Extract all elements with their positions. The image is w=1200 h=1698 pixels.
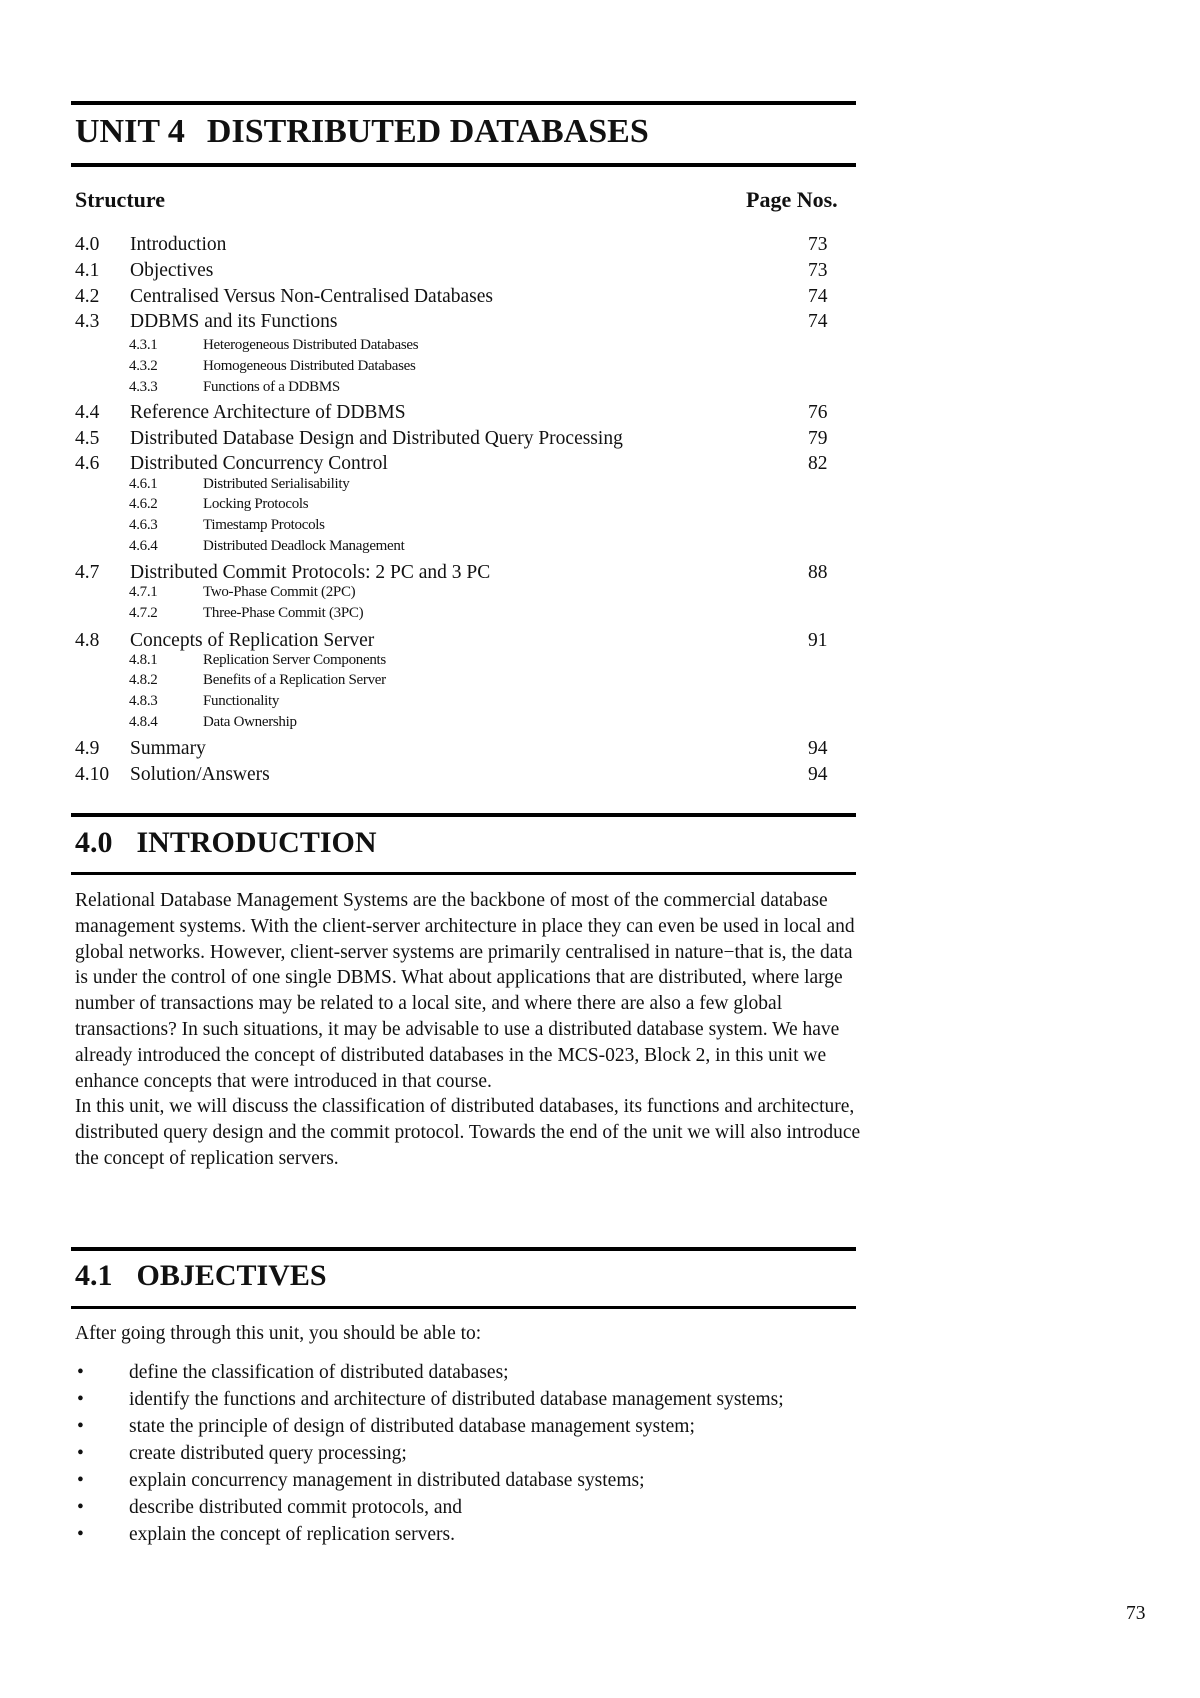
toc-entry-title: Distributed Database Design and Distributed Query Processing xyxy=(130,428,623,449)
bullet-icon: • xyxy=(77,1362,84,1383)
toc-entry-number: 4.7.1 xyxy=(129,584,158,600)
paragraph: In this unit, we will discuss the classification of distributed databases, its functions and architecture, distributed query design and the commit protocol. Towards the end of the unit we will also introduce the concept of replication servers. xyxy=(75,1096,861,1169)
toc-entry-title: Heterogeneous Distributed Databases xyxy=(203,337,419,353)
toc-entry-title: Centralised Versus Non-Centralised Databases xyxy=(130,286,494,307)
toc-entry-page: 73 xyxy=(808,260,828,281)
toc-entry-page: 74 xyxy=(808,311,828,332)
structure-heading: Structure xyxy=(75,187,166,212)
objectives-bottom-rule xyxy=(71,1306,856,1309)
section-title-introduction xyxy=(75,826,377,860)
toc-entry-page: 73 xyxy=(808,234,828,255)
toc-entry-title: Distributed Commit Protocols: 2 PC and 3 PC xyxy=(130,562,491,583)
toc-entry-number: 4.2 xyxy=(75,286,100,307)
objectives-top-rule xyxy=(71,1247,856,1251)
toc-entry-title: Data Ownership xyxy=(203,714,297,730)
bullet-icon: • xyxy=(77,1415,84,1437)
intro-top-rule xyxy=(71,813,856,817)
toc-entry-number: 4.6.3 xyxy=(129,517,158,533)
title-bottom-rule xyxy=(71,163,856,167)
toc-entry-number: 4.3.3 xyxy=(129,379,158,395)
toc-entry-title: Summary xyxy=(130,738,206,759)
section-heading: INTRODUCTION xyxy=(136,826,377,859)
section-number: 4.0 xyxy=(75,826,113,859)
objectives-intro: After going through this unit, you should be able to: xyxy=(75,1323,482,1344)
toc-entry-page: 88 xyxy=(808,562,828,583)
introduction-body xyxy=(75,888,865,1172)
page-nos-heading: Page Nos. xyxy=(746,187,838,212)
toc-entry-page: 94 xyxy=(808,764,828,785)
list-item-text: describe distributed commit protocols, and xyxy=(129,1496,463,1518)
toc-entry-number: 4.4 xyxy=(75,402,100,423)
toc-entry-page: 82 xyxy=(808,453,828,474)
toc-entry-title: Benefits of a Replication Server xyxy=(203,672,386,688)
toc-entry-number: 4.1 xyxy=(75,260,100,281)
toc-entry-number: 4.6.2 xyxy=(129,496,158,512)
toc-entry-title: Introduction xyxy=(130,234,227,255)
toc-entry-title: Objectives xyxy=(130,260,214,281)
list-item xyxy=(75,1468,865,1494)
list-item-text: explain concurrency management in distributed database systems; xyxy=(129,1469,645,1491)
toc-entry-number: 4.8.1 xyxy=(129,652,158,668)
list-item xyxy=(75,1360,865,1386)
toc-entry-title: Functionality xyxy=(203,693,280,709)
list-item xyxy=(75,1414,865,1440)
bullet-icon: • xyxy=(77,1388,84,1410)
toc-entry-number: 4.7 xyxy=(75,562,100,583)
toc-entry-title: Replication Server Components xyxy=(203,652,386,668)
list-item xyxy=(75,1387,865,1413)
toc-entry-title: Timestamp Protocols xyxy=(203,517,325,533)
toc-entry-page: 79 xyxy=(808,428,828,449)
toc-entry-number: 4.3.2 xyxy=(129,358,158,374)
list-item xyxy=(75,1441,865,1467)
toc-entry-page: 91 xyxy=(808,630,828,651)
toc-entry-number: 4.3 xyxy=(75,311,100,332)
toc-entry-title: Distributed Deadlock Management xyxy=(203,538,405,554)
bullet-icon: • xyxy=(77,1496,84,1518)
objectives-list xyxy=(75,1360,865,1549)
toc-entry-page: 94 xyxy=(808,738,828,759)
toc-entry-title: Homogeneous Distributed Databases xyxy=(203,358,416,374)
top-rule xyxy=(71,101,856,105)
unit-title xyxy=(75,113,649,151)
toc-entry-number: 4.7.2 xyxy=(129,605,158,621)
list-item-text: create distributed query processing; xyxy=(129,1442,407,1464)
toc-entry-number: 4.10 xyxy=(75,764,110,785)
toc-entry-number: 4.8.4 xyxy=(129,714,158,730)
list-item-text: identify the functions and architecture of distributed database management systems; xyxy=(129,1388,784,1410)
toc-entry-title: Three-Phase Commit (3PC) xyxy=(203,605,364,621)
toc-entry-number: 4.0 xyxy=(75,234,100,255)
unit-name: DISTRIBUTED DATABASES xyxy=(206,113,649,150)
list-item xyxy=(75,1495,865,1521)
bullet-icon: • xyxy=(77,1442,84,1464)
toc-entry-number: 4.6.4 xyxy=(129,538,158,554)
toc-entry-number: 4.8.3 xyxy=(129,693,158,709)
toc-entry-title: Solution/Answers xyxy=(130,764,270,785)
toc-entry-number: 4.5 xyxy=(75,428,100,449)
toc-entry-title: Concepts of Replication Server xyxy=(130,630,375,651)
toc-entry-title: Distributed Serialisability xyxy=(203,476,350,492)
list-item-text: state the principle of design of distributed database management system; xyxy=(129,1415,695,1437)
toc-entry-number: 4.3.1 xyxy=(129,337,158,353)
toc-entry-number: 4.6.1 xyxy=(129,476,158,492)
bullet-icon: • xyxy=(77,1469,84,1491)
list-item-text: define the classification of distributed databases; xyxy=(129,1362,509,1383)
list-item xyxy=(75,1522,865,1548)
bullet-icon: • xyxy=(77,1523,84,1545)
toc-entry-title: Functions of a DDBMS xyxy=(203,379,340,395)
toc-entry-title: Locking Protocols xyxy=(203,496,309,512)
toc-entry-number: 4.8 xyxy=(75,630,100,651)
toc-entry-title: Two-Phase Commit (2PC) xyxy=(203,584,356,600)
toc-entry-title: Reference Architecture of DDBMS xyxy=(130,402,406,423)
toc-entry-page: 76 xyxy=(808,402,828,423)
section-title-objectives xyxy=(75,1259,327,1293)
toc-entry-number: 4.9 xyxy=(75,738,100,759)
toc-entry-number: 4.8.2 xyxy=(129,672,158,688)
section-number: 4.1 xyxy=(75,1259,113,1292)
toc-entry-page: 74 xyxy=(808,286,828,307)
toc-entry-title: Distributed Concurrency Control xyxy=(130,453,388,474)
page-number: 73 xyxy=(1126,1603,1146,1624)
unit-label: UNIT 4 xyxy=(75,113,185,150)
intro-bottom-rule xyxy=(71,872,856,875)
paragraph: Relational Database Management Systems are the backbone of most of the commercial database management systems. With the client-server architecture in place they can even be used in local and global networks. However, client-server systems are primarily centralised in nature−that is, the data is under the control of one single DBMS. What about applications that are distributed, where large number of transactions may be related to a local site, and where there are also a few global transactions? In such situations, it may be advisable to use a distributed database system. We have already introduced the concept of distributed databases in the MCS-023, Block 2, in this unit we enhance concepts that were introduced in that course. xyxy=(75,890,855,1092)
toc-entry-title: DDBMS and its Functions xyxy=(130,311,338,332)
list-item-text: explain the concept of replication servers. xyxy=(129,1523,455,1545)
toc-entry-number: 4.6 xyxy=(75,453,100,474)
section-heading: OBJECTIVES xyxy=(136,1259,327,1292)
